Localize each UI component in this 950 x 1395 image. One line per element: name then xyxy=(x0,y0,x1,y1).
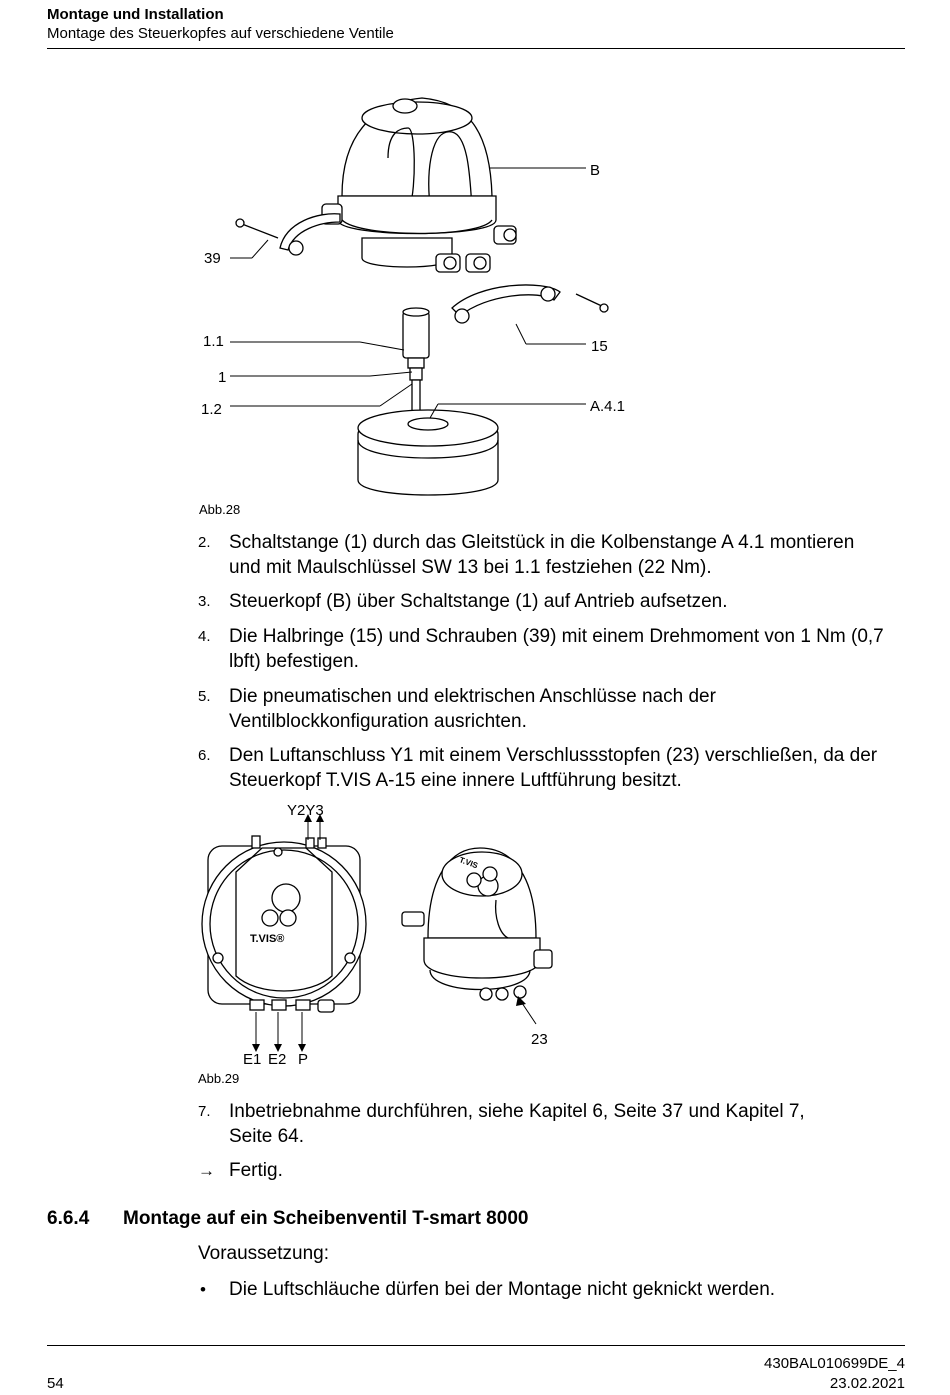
header-subtitle: Montage des Steuerkopfes auf verschiedene Ventile xyxy=(47,25,394,42)
step-text: Die pneumatischen und elektrischen Anschlüsse nach der Ventilblockkonfiguration ausrichten. xyxy=(229,686,716,732)
figure-29-illustration xyxy=(190,800,590,1070)
step-text: Schaltstange (1) durch das Gleitstück in die Kolbenstange A 4.1 montieren und mit Maulschlüssel SW 13 bei 1.1 festziehen (22 Nm). xyxy=(229,532,855,578)
step-number: 3. xyxy=(198,593,211,610)
section-number: 6.6.4 xyxy=(47,1208,90,1229)
figure-28-illustration xyxy=(190,88,650,508)
step-number: 7. xyxy=(198,1103,211,1120)
step-text: Den Luftanschluss Y1 mit einem Verschlussstopfen (23) verschließen, da der Steuerkopf T.VIS A-15 eine innere Luftführung besitzt. xyxy=(229,745,878,791)
front-logo-text: T.VIS® xyxy=(250,933,285,945)
step-number: 6. xyxy=(198,747,211,764)
figure-29-label-e1: E1 xyxy=(243,1051,262,1068)
step-text: Fertig. xyxy=(229,1160,283,1181)
step-number: 2. xyxy=(198,534,211,551)
bullet-icon: • xyxy=(200,1280,206,1299)
figure-29-label-p: P xyxy=(298,1051,309,1068)
figure-28-label-a41: A.4.1 xyxy=(590,398,626,415)
side-logo-text: T.VIS xyxy=(458,855,480,871)
result-arrow: → xyxy=(198,1161,215,1180)
header-title: Montage und Installation xyxy=(47,6,224,23)
figure-28-label-b: B xyxy=(590,162,601,179)
figure-29-caption: Abb.29 xyxy=(198,1071,240,1086)
figure-29-label-23: 23 xyxy=(531,1031,548,1048)
document-id: 430BAL010699DE_4 xyxy=(764,1355,905,1372)
page-number: 54 xyxy=(47,1375,64,1392)
step-text: Die Halbringe (15) und Schrauben (39) mit einem Drehmoment von 1 Nm (0,7 lbft) befestigen. xyxy=(229,626,884,672)
step-text: Steuerkopf (B) über Schaltstange (1) auf Antrieb aufsetzen. xyxy=(229,591,728,612)
section-title: Montage auf ein Scheibenventil T-smart 8000 xyxy=(123,1208,529,1229)
step-number: 4. xyxy=(198,628,211,645)
prerequisite-label: Voraussetzung: xyxy=(198,1243,329,1264)
figure-28-caption: Abb.28 xyxy=(199,502,241,517)
figure-28-label-1: 1 xyxy=(218,369,227,386)
figure-28-label-1-1: 1.1 xyxy=(203,333,224,350)
footer-rule xyxy=(47,1345,905,1346)
step-text: Inbetriebnahme durchführen, siehe Kapitel 6, Seite 37 und Kapitel 7, Seite 64. xyxy=(229,1101,805,1147)
figure-29-label-y2y3: Y2Y3 xyxy=(287,802,324,819)
prerequisite-item: Die Luftschläuche dürfen bei der Montage nicht geknickt werden. xyxy=(229,1279,776,1300)
figure-28-label-39: 39 xyxy=(204,250,221,267)
step-number: 5. xyxy=(198,688,211,705)
header-rule xyxy=(47,48,905,49)
figure-28-label-15: 15 xyxy=(591,338,608,355)
figure-29-label-e2: E2 xyxy=(268,1051,287,1068)
figure-28-label-1-2: 1.2 xyxy=(201,401,222,418)
document-date: 23.02.2021 xyxy=(829,1375,905,1392)
